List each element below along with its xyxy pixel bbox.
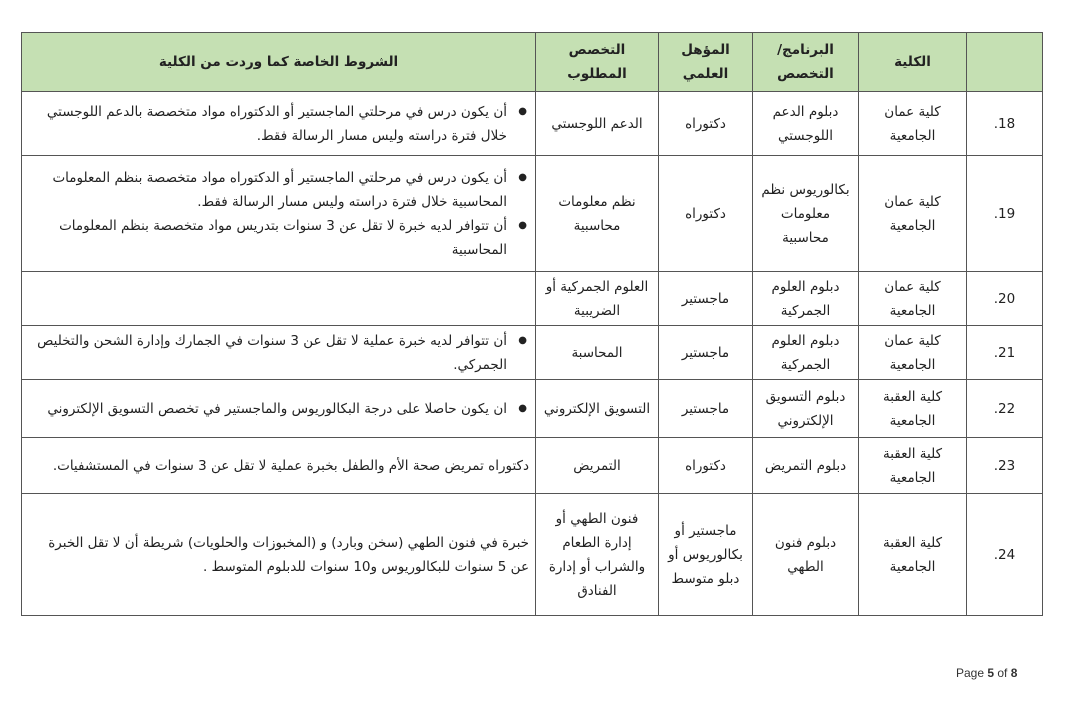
cell-conditions: [22, 92, 536, 156]
table-row: [22, 156, 1043, 272]
cell-college: كلية عمان الجامعية: [859, 326, 967, 380]
cell-qualification: دكتوراه: [659, 92, 753, 156]
cell-specialization: نظم معلومات محاسبية: [536, 156, 659, 272]
table-header-row: [22, 33, 1043, 92]
cell-specialization: العلوم الجمركية أو الضريبية: [536, 272, 659, 326]
cell-qualification: دكتوراه: [659, 156, 753, 272]
condition-item: ● أن يكون درس في مرحلتي الماجستير أو الدكتوراه مواد متخصصة بنظم المعلومات المحاسبية خلال فترة دراسته وليس مسار الرسالة فقط.: [28, 166, 507, 214]
cell-qualification: ماجستير: [659, 272, 753, 326]
table-row: [22, 438, 1043, 494]
table-row: [22, 92, 1043, 156]
cell-college: كلية عمان الجامعية: [859, 92, 967, 156]
cell-conditions: [22, 494, 536, 616]
cell-num: .23: [967, 438, 1043, 494]
header-specialization: التخصص المطلوب: [536, 33, 659, 92]
conditions-list: [28, 397, 529, 421]
requirements-table: [21, 32, 1043, 616]
cell-num: .18: [967, 92, 1043, 156]
condition-item: ● ان يكون حاصلا على درجة البكالوريوس والماجستير في تخصص التسويق الإلكتروني: [28, 397, 507, 421]
cell-specialization: فنون الطهي أو إدارة الطعام والشراب أو إدارة الفنادق: [536, 494, 659, 616]
header-program: البرنامج/ التخصص: [753, 33, 859, 92]
cell-num: .19: [967, 156, 1043, 272]
cell-conditions: [22, 438, 536, 494]
cell-program: دبلوم العلوم الجمركية: [753, 272, 859, 326]
table-row: [22, 380, 1043, 438]
cell-college: كلية العقبة الجامعية: [859, 380, 967, 438]
table-row: [22, 326, 1043, 380]
cell-college: كلية عمان الجامعية: [859, 272, 967, 326]
table-row: [22, 272, 1043, 326]
header-qualification: المؤهل العلمي: [659, 33, 753, 92]
cell-qualification: ماجستير أو بكالوريوس أو دبلو متوسط: [659, 494, 753, 616]
table-row: [22, 494, 1043, 616]
header-conditions: الشروط الخاصة كما وردت من الكلية: [22, 33, 536, 92]
cell-num: .21: [967, 326, 1043, 380]
cell-conditions: [22, 326, 536, 380]
conditions-list: [28, 100, 529, 148]
condition-item: ● أن تتوافر لديه خبرة عملية لا تقل عن 3 سنوات في الجمارك وإدارة الشحن والتخليص الجمركي.: [28, 329, 507, 377]
cell-program: دبلوم التسويق الإلكتروني: [753, 380, 859, 438]
cell-num: .20: [967, 272, 1043, 326]
cell-conditions: [22, 272, 536, 326]
cell-college: كلية عمان الجامعية: [859, 156, 967, 272]
cell-conditions: [22, 156, 536, 272]
header-college: الكلية: [859, 33, 967, 92]
page-number: Page 5 of 8: [956, 666, 1018, 680]
cell-specialization: التسويق الإلكتروني: [536, 380, 659, 438]
cell-specialization: الدعم اللوجستي: [536, 92, 659, 156]
condition-text: دكتوراه تمريض صحة الأم والطفل بخبرة عملية لا تقل عن 3 سنوات في المستشفيات.: [52, 457, 529, 474]
table-body: [22, 92, 1043, 616]
cell-program: دبلوم الدعم اللوجستي: [753, 92, 859, 156]
cell-program: دبلوم فنون الطهي: [753, 494, 859, 616]
cell-program: دبلوم العلوم الجمركية: [753, 326, 859, 380]
conditions-list: [28, 166, 529, 262]
condition-item: ● أن يكون درس في مرحلتي الماجستير أو الدكتوراه مواد متخصصة بالدعم اللوجستي خلال فترة دراسته وليس مسار الرسالة فقط.: [28, 100, 507, 148]
condition-text: خبرة في فنون الطهي (سخن وبارد) و (المخبوزات والحلويات) شريطة أن لا تقل الخبرة عن 5 سنوات للبكالوريوس و10 سنوات للدبلوم المتوسط .: [48, 534, 529, 575]
header-num: [967, 33, 1043, 92]
cell-qualification: ماجستير: [659, 380, 753, 438]
condition-item: ● أن تتوافر لديه خبرة لا تقل عن 3 سنوات بتدريس مواد متخصصة بنظم المعلومات المحاسبية: [28, 214, 507, 262]
cell-program: بكالوريوس نظم معلومات محاسبية: [753, 156, 859, 272]
cell-specialization: المحاسبة: [536, 326, 659, 380]
cell-specialization: التمريض: [536, 438, 659, 494]
cell-college: كلية العقبة الجامعية: [859, 438, 967, 494]
conditions-list: [28, 329, 529, 377]
cell-college: كلية العقبة الجامعية: [859, 494, 967, 616]
cell-num: .24: [967, 494, 1043, 616]
cell-program: دبلوم التمريض: [753, 438, 859, 494]
cell-qualification: دكتوراه: [659, 438, 753, 494]
cell-num: .22: [967, 380, 1043, 438]
cell-qualification: ماجستير: [659, 326, 753, 380]
cell-conditions: [22, 380, 536, 438]
